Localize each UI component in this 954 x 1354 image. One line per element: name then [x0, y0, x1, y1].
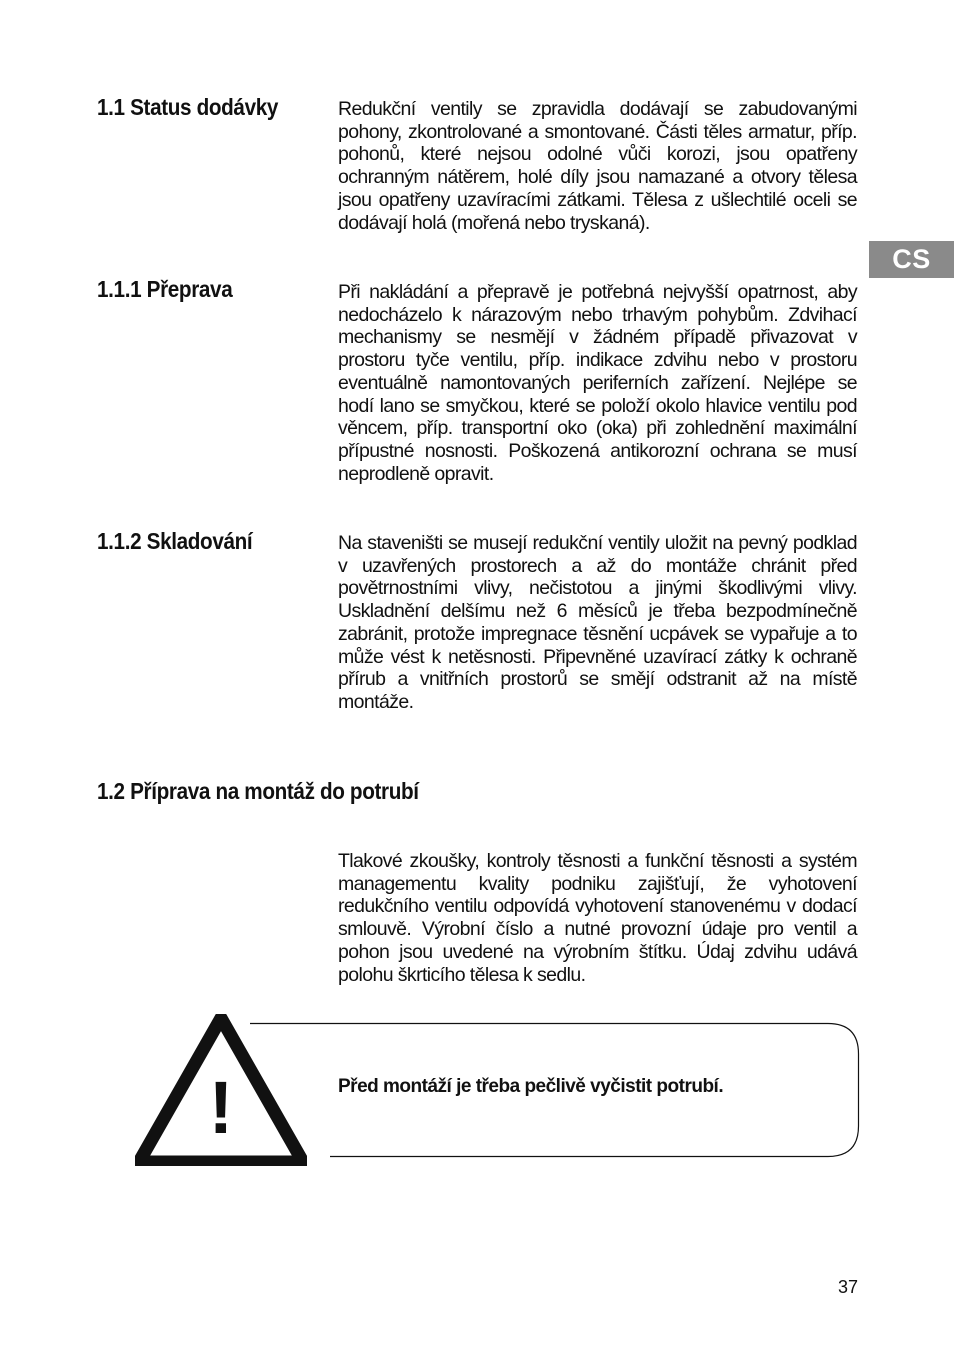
section-text-status: Redukční ventily se zpravidla dodávají se zabudovanými pohony, zkontrolované a smontované. Části těles armatur, příp. pohonů, které nejsou odolné vůči korozi, jsou opatřeny ochranným nátěrem, holé díly jsou namazané a otvory tělesa jsou opatřeny uzavíracími zátkami. Tělesa z ušlechtilé oceli se dodávají holá (mořená nebo tryskaná).	[338, 98, 857, 234]
section-text-storage: Na staveništi se musejí redukční ventily uložit na pevný podklad v uzavřených prostorech a až do montáže chránit před povětrnostními vlivy, nečistotou a jinými škodlivými vlivy. Uskladnění delšímu než 6 měsíců je třeba bezpodmínečně zabránit, protože impregnace těsnění ucpávek se vypařuje a to může vést k netěsnosti. Připevněné uzavírací zátky k ochraně přírub a vnitřních prostorů se smějí odstranit až na místě montáže.	[338, 532, 857, 713]
warning-exclamation: !	[208, 1066, 234, 1149]
language-tab: CS	[869, 241, 954, 278]
section-heading-storage: 1.1.2 Skladování	[97, 528, 253, 554]
section-heading-preparation: 1.2 Příprava na montáž do potrubí	[97, 778, 419, 804]
section-heading-status: 1.1 Status dodávky	[97, 94, 279, 120]
section-text-preparation: Tlakové zkoušky, kontroly těsnosti a funkční těsnosti a systém managementu kvality podniku zajišťují, že vyhotovení redukčního ventilu odpovídá vyhotovení stanovenému v dodací smlouvě. Výrobní číslo a nutné provozní údaje pro ventil a pohon jsou uvedené na výrobním štítku. Údaj zdvihu udává polohu škrticího tělesa k sedlu.	[338, 850, 857, 986]
warning-text: Před montáží je třeba pečlivě vyčistit potrubí.	[338, 1076, 724, 1097]
page-number: 37	[838, 1277, 859, 1297]
section-text-transport: Při nakládání a přepravě je potřebná nejvyšší opatrnost, aby nedocházelo k nárazovým nebo trhavým pohybům. Zdvihací mechanismy se nesmějí v žádném případě přivazovat v prostoru tyče ventilu, příp. indikace zdvihu nebo v prostoru eventuálně namontovaných periferních zařízení. Nejlépe se hodí lano se smyčkou, které se položí okolo hlavice ventilu pod věncem, příp. transportní oko (oka) při zohlednění maximální přípustné nosnosti. Poškozená antikorozní ochrana se musí neprodleně opravit.	[338, 281, 857, 485]
section-heading-transport: 1.1.1 Přeprava	[97, 276, 233, 302]
